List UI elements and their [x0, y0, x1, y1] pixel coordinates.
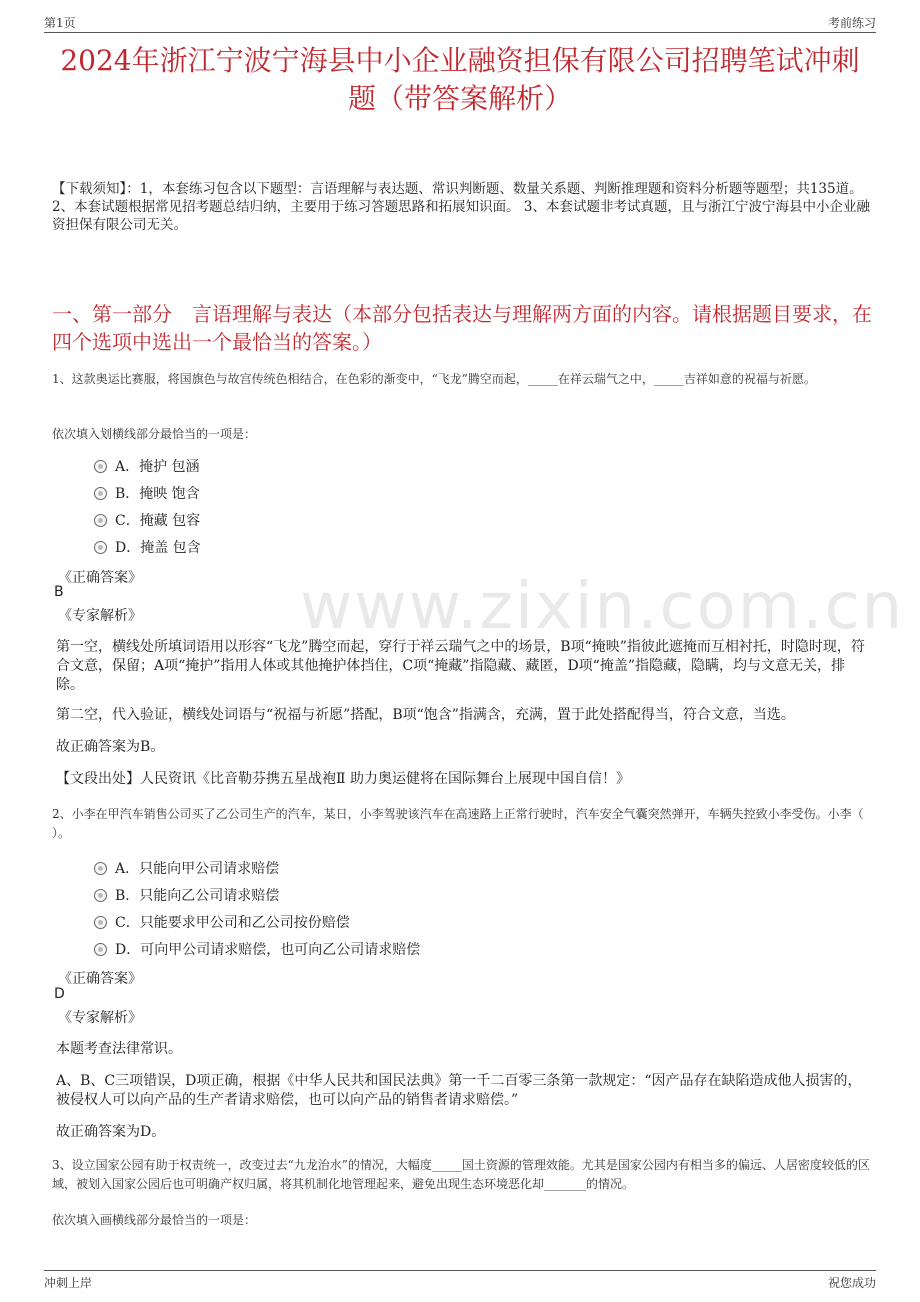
question-1-text: 1、这款奥运比赛服，将国旗色与故宫传统色相结合，在色彩的渐变中，“飞龙”腾空而起，_____在祥云瑞气之中，_____吉祥如意的祝福与祈愿。 [52, 372, 816, 386]
radio-icon[interactable] [94, 943, 107, 956]
q2-analysis-p1: 本题考查法律常识。 [56, 1041, 182, 1057]
q2-analysis-label: 《专家解析》 [58, 1010, 142, 1026]
q1-option-a[interactable]: A．掩护 包涵 [94, 456, 200, 476]
page-header [44, 14, 876, 33]
radio-icon[interactable] [94, 460, 107, 473]
footer-right: 祝您成功 [827, 1276, 876, 1290]
page-number: 第1页 [44, 16, 76, 30]
download-notice: 【下载须知】：1，本套练习包含以下题型：言语理解与表达题、常识判断题、数量关系题、判断推理题和资料分析题等题型；共135道。 2、本套试题根据常见招考题总结归纳，主要用于练习答题思路和拓展知识面。 3、本套试题非考试真题，且与浙江宁波宁海县中小企业融资担保有限公司无关。 [52, 181, 870, 233]
page-title: 2024年浙江宁波宁海县中小企业融资担保有限公司招聘笔试冲刺题（带答案解析） [60, 44, 860, 115]
question-2-text: 2、小李在甲汽车销售公司买了乙公司生产的汽车，某日，小李驾驶该汽车在高速路上正常行驶时，汽车安全气囊突然弹开，车辆失控致小李受伤。小李（ ）。 [52, 807, 864, 840]
question-3-instruction: 依次填入画横线部分最恰当的一项是： [52, 1213, 257, 1227]
q2-analysis-p3: 故正确答案为D。 [56, 1124, 166, 1140]
radio-icon[interactable] [94, 514, 107, 527]
q1-analysis-p2: 第二空，代入验证，横线处词语与“祝福与祈愿”搭配，B项“饱含”指满含，充满，置于此处搭配得当，符合文意，当选。 [56, 707, 795, 723]
radio-icon[interactable] [94, 487, 107, 500]
radio-icon[interactable] [94, 541, 107, 554]
q1-option-c[interactable]: C．掩藏 包容 [94, 510, 200, 530]
radio-icon[interactable] [94, 889, 107, 902]
q2-answer-label: 《正确答案》 [58, 971, 142, 987]
q1-option-b[interactable]: B．掩映 饱含 [94, 483, 200, 503]
q1-analysis-p1: 第一空，横线处所填词语用以形容“飞龙”腾空而起，穿行于祥云瑞气之中的场景，B项“掩映”指彼此遮掩而互相衬托，时隐时现，符合文意，保留；A项“掩护”指用人体或其他掩护体挡住，C项“掩藏”指隐藏、藏匿，D项“掩盖”指隐藏，隐瞒，均与文意无关，排除。 [56, 639, 865, 693]
radio-icon[interactable] [94, 862, 107, 875]
q2-analysis-p2: A、B、C三项错误，D项正确，根据《中华人民共和国民法典》第一千二百零三条第一款规定：“因产品存在缺陷造成他人损害的，被侵权人可以向产品的生产者请求赔偿，也可以向产品的销售者请求赔偿。” [56, 1073, 862, 1108]
q2-answer: D [54, 986, 65, 1002]
watermark: www.zixin.com.cn [300, 570, 905, 644]
q1-analysis-label: 《专家解析》 [58, 608, 142, 624]
q1-source: 【文段出处】人民资讯《比音勒芬携五星战袍Ⅱ 助力奥运健将在国际舞台上展现中国自信！》 [56, 771, 630, 787]
footer-left: 冲刺上岸 [44, 1276, 93, 1290]
page-footer [44, 1270, 876, 1290]
q1-answer-label: 《正确答案》 [58, 570, 142, 586]
question-1-instruction: 依次填入划横线部分最恰当的一项是： [52, 427, 257, 441]
header-label: 考前练习 [827, 16, 876, 30]
q2-option-a[interactable]: A．只能向甲公司请求赔偿 [94, 858, 279, 878]
question-3-text: 3、设立国家公园有助于权责统一，改变过去“九龙治水”的情况，大幅度_____国土资源的管理效能。尤其是国家公园内有相当多的偏远、人居密度较低的区域，被划入国家公园后也可明确产权归属，将其机制化地管理起来，避免出现生态环境恶化却_______的情况。 [52, 1158, 870, 1191]
radio-icon[interactable] [94, 916, 107, 929]
q2-option-c[interactable]: C．只能要求甲公司和乙公司按份赔偿 [94, 912, 350, 932]
q2-option-b[interactable]: B．只能向乙公司请求赔偿 [94, 885, 279, 905]
q1-option-d[interactable]: D．掩盖 包含 [94, 537, 201, 557]
section-heading: 一、第一部分 言语理解与表达（本部分包括表达与理解两方面的内容。请根据题目要求，在四个选项中选出一个最恰当的答案。） [52, 302, 872, 354]
q1-answer: B [54, 584, 64, 600]
q2-option-d[interactable]: D．可向甲公司请求赔偿，也可向乙公司请求赔偿 [94, 939, 420, 959]
q1-analysis-p3: 故正确答案为B。 [56, 739, 165, 755]
